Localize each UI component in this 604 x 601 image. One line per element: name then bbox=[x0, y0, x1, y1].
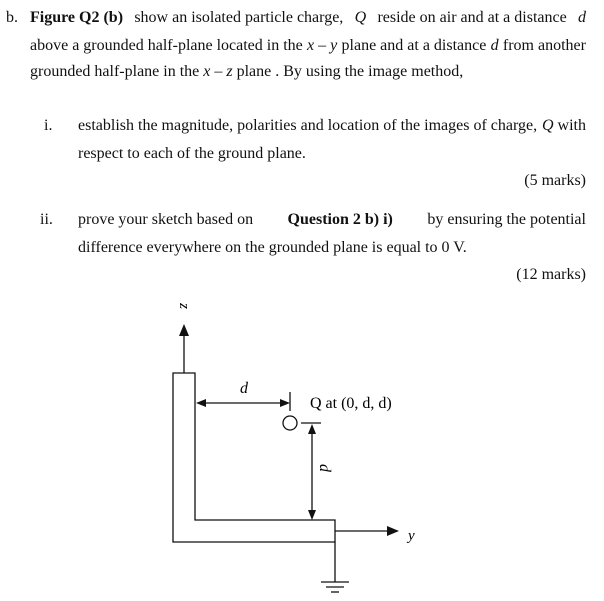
distance-symbol: d bbox=[490, 37, 499, 54]
part-i-marks: (5 marks) bbox=[524, 172, 586, 189]
arrowhead-right-d bbox=[280, 399, 290, 407]
part-i-line-2: respect to each of the ground plane. bbox=[78, 145, 306, 162]
question-text: plane and at a distance bbox=[341, 37, 487, 54]
question-reference: Question 2 b) i) bbox=[287, 211, 393, 228]
charge-q bbox=[283, 416, 297, 430]
charge-symbol: Q bbox=[541, 117, 554, 134]
question-text: plane . By using the image method, bbox=[236, 63, 464, 80]
question-text: show an isolated particle charge, bbox=[134, 9, 344, 26]
part-ii-line-2: difference everywhere on the grounded plane is equal to 0 V. bbox=[78, 239, 467, 256]
charge-symbol: Q bbox=[354, 9, 367, 26]
part-ii-label: ii. bbox=[40, 211, 53, 228]
question-text: from another bbox=[502, 37, 586, 54]
question-text: reside on air and at a distance bbox=[377, 9, 567, 26]
part-i-label: i. bbox=[44, 117, 53, 134]
xz-plane-symbol: x – z bbox=[203, 63, 233, 80]
z-axis-arrowhead bbox=[179, 324, 189, 336]
arrowhead-left-d bbox=[196, 399, 206, 407]
arrowhead-up-d bbox=[308, 424, 316, 434]
part-ii-text: by ensuring the potential bbox=[427, 211, 586, 228]
xy-plane-symbol: x – y bbox=[307, 37, 338, 54]
charge-position-label: Q at (0, d, d) bbox=[310, 395, 392, 412]
figure-reference: Figure Q2 (b) bbox=[30, 9, 124, 26]
question-text: grounded half-plane in the bbox=[30, 63, 200, 80]
y-axis-arrowhead bbox=[387, 526, 399, 536]
question-text: above a grounded half-plane located in the bbox=[30, 37, 303, 54]
question-label: b. bbox=[6, 9, 18, 26]
vertical-d-label: d bbox=[316, 464, 333, 472]
part-ii-marks: (12 marks) bbox=[516, 266, 586, 283]
part-i-text: with bbox=[557, 117, 586, 134]
arrowhead-down-d bbox=[308, 510, 316, 520]
distance-symbol: d bbox=[578, 9, 586, 26]
horizontal-d-label: d bbox=[240, 380, 248, 397]
z-axis-label: z bbox=[176, 303, 192, 309]
part-i-text: establish the magnitude, polarities and location of the images of charge, bbox=[78, 117, 538, 134]
y-axis-label: y bbox=[408, 528, 415, 544]
part-ii-text: prove your sketch based on bbox=[78, 211, 254, 228]
